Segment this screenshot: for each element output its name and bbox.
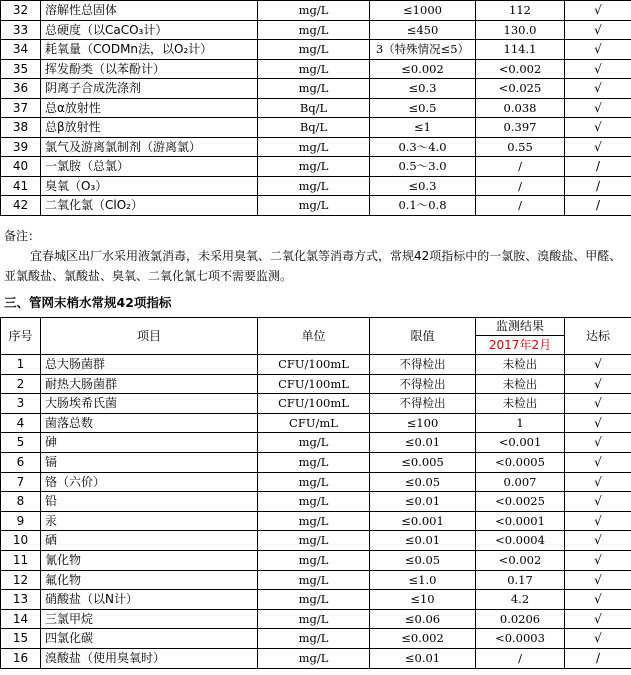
row-limit: ≤100 [370, 413, 476, 433]
row-item: 汞 [41, 511, 258, 531]
row-number: 2 [1, 374, 41, 394]
row-number: 33 [1, 20, 41, 40]
table-row [1, 79, 631, 99]
row-unit: CFU/mL [258, 413, 370, 433]
row-limit: ≤450 [370, 20, 476, 40]
table-row [1, 648, 631, 668]
row-result: / [476, 196, 565, 216]
row-result: <0.025 [476, 79, 565, 99]
row-limit: ≤0.002 [370, 629, 476, 649]
row-number: 3 [1, 394, 41, 414]
header-item: 项目 [41, 318, 258, 355]
row-number: 39 [1, 137, 41, 157]
row-limit: ≤0.002 [370, 59, 476, 79]
row-compliance: √ [565, 511, 631, 531]
row-unit: Bq/L [258, 98, 370, 118]
row-number: 42 [1, 196, 41, 216]
row-compliance: √ [565, 98, 631, 118]
row-unit: CFU/100mL [258, 374, 370, 394]
row-item: 硒 [41, 531, 258, 551]
row-result: 1 [476, 413, 565, 433]
row-result: <0.0004 [476, 531, 565, 551]
table-row [1, 394, 631, 414]
row-limit: ≤0.3 [370, 79, 476, 99]
row-item: 氯气及游离氯制剂（游离氯） [41, 137, 258, 157]
table-top-body [1, 1, 631, 216]
row-unit: mg/L [258, 59, 370, 79]
row-unit: mg/L [258, 433, 370, 453]
row-number: 14 [1, 609, 41, 629]
header-period: 2017年2月 [476, 336, 565, 355]
row-compliance: √ [565, 629, 631, 649]
row-item: 总β放射性 [41, 118, 258, 138]
row-number: 10 [1, 531, 41, 551]
row-unit: mg/L [258, 570, 370, 590]
row-unit: mg/L [258, 40, 370, 60]
row-compliance: / [565, 648, 631, 668]
row-unit: mg/L [258, 20, 370, 40]
row-limit: ≤0.01 [370, 531, 476, 551]
row-number: 5 [1, 433, 41, 453]
row-result: <0.002 [476, 550, 565, 570]
header-no: 序号 [1, 318, 41, 355]
row-result: <0.002 [476, 59, 565, 79]
row-number: 12 [1, 570, 41, 590]
row-compliance: √ [565, 394, 631, 414]
table-bottom-body [1, 355, 631, 669]
table-row [1, 137, 631, 157]
row-limit: ≤1.0 [370, 570, 476, 590]
row-compliance: √ [565, 40, 631, 60]
table-row [1, 590, 631, 610]
row-number: 9 [1, 511, 41, 531]
table-row [1, 176, 631, 196]
row-compliance: √ [565, 79, 631, 99]
row-unit: mg/L [258, 629, 370, 649]
row-result: 未检出 [476, 394, 565, 414]
row-compliance: √ [565, 137, 631, 157]
row-compliance: √ [565, 59, 631, 79]
row-limit: ≤0.001 [370, 511, 476, 531]
row-result: <0.001 [476, 433, 565, 453]
note-text: 宜春城区出厂水采用液氯消毒，未采用臭氧、二氧化氯等消毒方式，常规42项指标中的一氯胺、溴酸盐、甲醛、亚氯酸盐、氯酸盐、臭氧、二氧化氯七项不需要监测。 [4, 249, 622, 283]
row-compliance: √ [565, 413, 631, 433]
row-item: 一氯胺（总氯） [41, 157, 258, 177]
row-limit: 3（特殊情况≤5） [370, 40, 476, 60]
row-compliance: √ [565, 433, 631, 453]
table-row [1, 531, 631, 551]
row-unit: mg/L [258, 609, 370, 629]
row-unit: mg/L [258, 531, 370, 551]
row-item: 总硬度（以CaCO₃计） [41, 20, 258, 40]
table-row [1, 1, 631, 21]
table-row [1, 59, 631, 79]
header-ok: 达标 [565, 318, 631, 355]
row-item: 硝酸盐（以N计） [41, 590, 258, 610]
row-unit: mg/L [258, 79, 370, 99]
row-limit: 0.3～4.0 [370, 137, 476, 157]
row-item: 铅 [41, 492, 258, 512]
row-result: 130.0 [476, 20, 565, 40]
row-result: <0.0005 [476, 452, 565, 472]
row-compliance: √ [565, 1, 631, 21]
row-compliance: / [565, 196, 631, 216]
row-compliance: / [565, 157, 631, 177]
row-result: <0.0025 [476, 492, 565, 512]
row-number: 11 [1, 550, 41, 570]
row-result: 0.038 [476, 98, 565, 118]
row-compliance: √ [565, 531, 631, 551]
row-result: <0.0001 [476, 511, 565, 531]
row-item: 总大肠菌群 [41, 355, 258, 375]
row-number: 38 [1, 118, 41, 138]
row-item: 铬（六价） [41, 472, 258, 492]
table-row [1, 118, 631, 138]
table-row [1, 433, 631, 453]
row-item: 溶解性总固体 [41, 1, 258, 21]
table-row [1, 511, 631, 531]
row-item: 镉 [41, 452, 258, 472]
row-limit: ≤1 [370, 118, 476, 138]
row-item: 四氯化碳 [41, 629, 258, 649]
row-limit: ≤1000 [370, 1, 476, 21]
row-result: / [476, 648, 565, 668]
table-row [1, 609, 631, 629]
row-unit: CFU/100mL [258, 355, 370, 375]
row-result: <0.0003 [476, 629, 565, 649]
row-compliance: √ [565, 472, 631, 492]
row-unit: mg/L [258, 176, 370, 196]
row-number: 16 [1, 648, 41, 668]
row-result: 0.0206 [476, 609, 565, 629]
table-row [1, 40, 631, 60]
row-compliance: √ [565, 452, 631, 472]
row-number: 35 [1, 59, 41, 79]
row-unit: mg/L [258, 590, 370, 610]
row-unit: mg/L [258, 137, 370, 157]
row-limit: ≤0.01 [370, 648, 476, 668]
row-result: 0.17 [476, 570, 565, 590]
row-unit: mg/L [258, 511, 370, 531]
row-limit: ≤0.01 [370, 433, 476, 453]
row-item: 大肠埃希氏菌 [41, 394, 258, 414]
table-row [1, 413, 631, 433]
row-result: 0.55 [476, 137, 565, 157]
row-limit: ≤0.06 [370, 609, 476, 629]
row-number: 15 [1, 629, 41, 649]
row-number: 36 [1, 79, 41, 99]
row-item: 菌落总数 [41, 413, 258, 433]
row-number: 13 [1, 590, 41, 610]
row-item: 三氯甲烷 [41, 609, 258, 629]
table-row [1, 550, 631, 570]
row-limit: ≤0.5 [370, 98, 476, 118]
row-item: 砷 [41, 433, 258, 453]
row-limit: ≤0.005 [370, 452, 476, 472]
row-unit: mg/L [258, 648, 370, 668]
row-limit: 不得检出 [370, 394, 476, 414]
row-number: 40 [1, 157, 41, 177]
table-top [0, 0, 631, 216]
row-number: 37 [1, 98, 41, 118]
row-result: 4.2 [476, 590, 565, 610]
row-number: 1 [1, 355, 41, 375]
row-limit: 0.1～0.8 [370, 196, 476, 216]
row-limit: ≤0.3 [370, 176, 476, 196]
row-compliance: √ [565, 570, 631, 590]
row-item: 耐热大肠菌群 [41, 374, 258, 394]
row-limit: ≤0.01 [370, 492, 476, 512]
row-result: 112 [476, 1, 565, 21]
header-limit: 限值 [370, 318, 476, 355]
row-limit: ≤0.05 [370, 472, 476, 492]
table-bottom [0, 317, 631, 669]
row-result: / [476, 157, 565, 177]
table-row [1, 98, 631, 118]
row-result: 未检出 [476, 374, 565, 394]
row-compliance: √ [565, 20, 631, 40]
row-item: 氰化物 [41, 550, 258, 570]
row-result: 未检出 [476, 355, 565, 375]
row-compliance: √ [565, 492, 631, 512]
header-unit: 单位 [258, 318, 370, 355]
row-limit: 不得检出 [370, 355, 476, 375]
row-unit: CFU/100mL [258, 394, 370, 414]
row-unit: mg/L [258, 472, 370, 492]
table-row [1, 374, 631, 394]
row-compliance: / [565, 176, 631, 196]
row-item: 臭氧（O₃） [41, 176, 258, 196]
table-row [1, 196, 631, 216]
row-limit: 0.5～3.0 [370, 157, 476, 177]
row-unit: Bq/L [258, 118, 370, 138]
row-number: 6 [1, 452, 41, 472]
row-unit: mg/L [258, 1, 370, 21]
row-number: 41 [1, 176, 41, 196]
row-item: 总α放射性 [41, 98, 258, 118]
row-limit: ≤0.05 [370, 550, 476, 570]
row-limit: ≤10 [370, 590, 476, 610]
row-unit: mg/L [258, 157, 370, 177]
row-item: 氟化物 [41, 570, 258, 590]
row-number: 32 [1, 1, 41, 21]
row-number: 34 [1, 40, 41, 60]
table-row [1, 492, 631, 512]
table-row [1, 629, 631, 649]
row-result: 0.007 [476, 472, 565, 492]
row-compliance: √ [565, 590, 631, 610]
row-limit: 不得检出 [370, 374, 476, 394]
row-compliance: √ [565, 609, 631, 629]
row-item: 溴酸盐（使用臭氧时） [41, 648, 258, 668]
row-unit: mg/L [258, 452, 370, 472]
table-row [1, 157, 631, 177]
section-title: 三、管网末梢水常规42项指标 [4, 295, 172, 310]
note-label: 备注： [4, 229, 41, 243]
row-item: 耗氧量（CODMn法，以O₂计） [41, 40, 258, 60]
row-result: 0.397 [476, 118, 565, 138]
table-row [1, 20, 631, 40]
row-unit: mg/L [258, 492, 370, 512]
row-compliance: √ [565, 374, 631, 394]
row-item: 阴离子合成洗涤剂 [41, 79, 258, 99]
row-compliance: √ [565, 118, 631, 138]
table-row [1, 472, 631, 492]
row-unit: mg/L [258, 550, 370, 570]
table-row [1, 570, 631, 590]
row-number: 4 [1, 413, 41, 433]
row-item: 挥发酚类（以苯酚计） [41, 59, 258, 79]
row-number: 7 [1, 472, 41, 492]
row-compliance: √ [565, 550, 631, 570]
row-unit: mg/L [258, 196, 370, 216]
row-result: / [476, 176, 565, 196]
row-item: 二氧化氯（ClO₂） [41, 196, 258, 216]
row-number: 8 [1, 492, 41, 512]
table-row [1, 355, 631, 375]
row-result: 114.1 [476, 40, 565, 60]
header-result: 监测结果 [476, 318, 565, 336]
table-row [1, 452, 631, 472]
row-compliance: √ [565, 355, 631, 375]
